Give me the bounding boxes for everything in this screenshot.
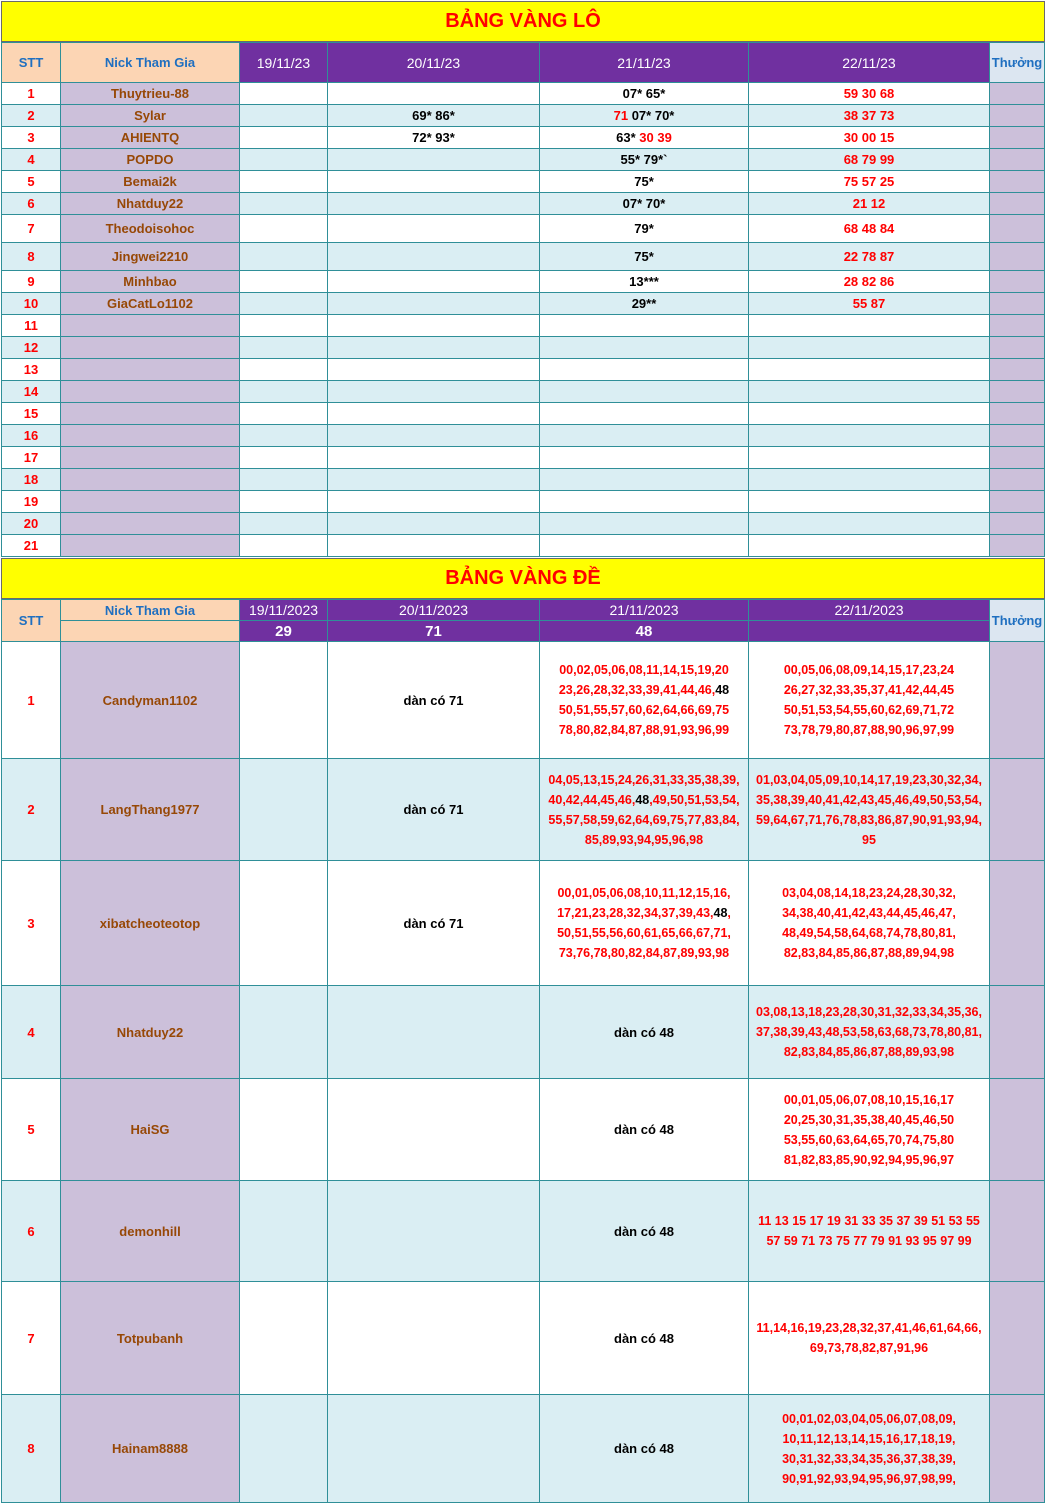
lo-row-thuong	[990, 403, 1045, 425]
lo-pick: 29**	[631, 296, 657, 311]
lo-hit-number: 71	[613, 108, 632, 123]
number-line: 01,03,04,05,09,10,14,17,19,23,30,32,34,	[756, 772, 982, 787]
lo-row-d4	[749, 425, 990, 447]
lo-row-thuong	[990, 271, 1045, 293]
lo-row-d2	[328, 381, 540, 403]
lo-row-d2	[328, 293, 540, 315]
lo-row-d1	[240, 359, 328, 381]
lo-row-d4	[749, 359, 990, 381]
lo-row-d1	[240, 83, 328, 105]
lo-row-nick: POPDO	[61, 149, 240, 171]
lo-row-d2	[328, 425, 540, 447]
lo-row-d3	[540, 425, 749, 447]
lo-pick: 75*	[634, 174, 654, 189]
lo-row-d1	[240, 425, 328, 447]
lo-row-d1	[240, 171, 328, 193]
number-line: 78,80,82,84,87,88,91,93,96,99	[558, 723, 730, 737]
de-row-stt: 5	[2, 1079, 61, 1181]
lo-row-d3	[540, 469, 749, 491]
lo-row-d2	[328, 215, 540, 243]
de-header-nick: Nick Tham Gia	[61, 600, 240, 621]
lo-row-d2	[328, 491, 540, 513]
lo-row-stt: 1	[2, 83, 61, 105]
de-row-thuong	[990, 986, 1045, 1079]
de-header-date: 19/11/2023	[240, 600, 328, 621]
lo-row-d4: 30 00 15	[749, 127, 990, 149]
number-line: 69,73,78,82,87,91,96	[809, 1341, 929, 1355]
de-result-number: 48	[540, 621, 749, 642]
lo-row-d4	[749, 315, 990, 337]
number-line: 95	[862, 832, 876, 847]
de-row-nick: Totpubanh	[61, 1282, 240, 1395]
de-header-stt: STT	[2, 600, 61, 642]
lo-row-thuong	[990, 293, 1045, 315]
lo-table	[1, 42, 1045, 557]
de-row-stt: 3	[2, 861, 61, 986]
number-line: 50,51,55,57,60,62,64,66,69,75	[558, 703, 730, 717]
lo-row-d3	[540, 215, 749, 243]
de-row-d3	[540, 759, 749, 861]
lo-row-d3	[540, 193, 749, 215]
lo-row-nick	[61, 425, 240, 447]
number-line: 03,04,08,14,18,23,24,28,30,32,	[782, 886, 956, 900]
de-result-number: 71	[328, 621, 540, 642]
lo-row-d2	[328, 403, 540, 425]
lo-row-nick	[61, 469, 240, 491]
lo-row-d4: 59 30 68	[749, 83, 990, 105]
lo-row-d2	[328, 469, 540, 491]
lo-row-d2	[328, 193, 540, 215]
number-line: 90,91,92,93,94,95,96,97,98,99,	[782, 1471, 956, 1486]
lo-row-d1	[240, 149, 328, 171]
number-line: 57 59 71 73 75 77 79 91 93 95 97 99	[766, 1234, 972, 1248]
lo-row-thuong	[990, 105, 1045, 127]
de-row-stt: 4	[2, 986, 61, 1079]
number-line: 00,05,06,08,09,14,15,17,23,24	[783, 663, 955, 677]
lo-row-d3	[540, 491, 749, 513]
lo-header-date: 19/11/23	[240, 43, 328, 83]
de-row-stt: 8	[2, 1395, 61, 1503]
lo-row-d2	[328, 447, 540, 469]
de-header-date: 21/11/2023	[540, 600, 749, 621]
de-row-thuong	[990, 1395, 1045, 1503]
lo-row-thuong	[990, 149, 1045, 171]
lo-row-d3	[540, 337, 749, 359]
lo-row-d3	[540, 271, 749, 293]
lo-row-thuong	[990, 535, 1045, 557]
de-row-d3: dàn có 48	[540, 986, 749, 1079]
lo-row-d3	[540, 127, 749, 149]
lo-row-d4	[749, 491, 990, 513]
lo-row-d3	[540, 381, 749, 403]
de-row-thuong	[990, 1282, 1045, 1395]
lo-header-date: 22/11/23	[749, 43, 990, 83]
lo-row-d1	[240, 315, 328, 337]
lo-row-stt: 13	[2, 359, 61, 381]
lo-row-nick	[61, 447, 240, 469]
lo-row-d3	[540, 403, 749, 425]
lo-row-d1	[240, 403, 328, 425]
lo-row-thuong	[990, 83, 1045, 105]
number-line: 55,57,58,59,62,64,69,75,77,83,84,	[548, 812, 740, 827]
lo-row-d3	[540, 149, 749, 171]
lo-header-thuong: Thưởng	[990, 43, 1045, 83]
de-row-d4	[749, 1181, 990, 1282]
lo-row-d4: 21 12	[749, 193, 990, 215]
lo-row-nick: Nhatduy22	[61, 193, 240, 215]
de-row-d4	[749, 861, 990, 986]
lo-row-d2	[328, 513, 540, 535]
de-row-stt: 2	[2, 759, 61, 861]
lo-pick: 13***	[629, 274, 659, 289]
lo-row-d3	[540, 171, 749, 193]
number-line: 03,08,13,18,23,28,30,31,32,33,34,35,36,	[756, 1005, 982, 1019]
lo-row-d3	[540, 535, 749, 557]
number-line: 53,55,60,63,64,65,70,74,75,80	[783, 1132, 955, 1147]
lo-row-d3	[540, 83, 749, 105]
de-row-stt: 1	[2, 642, 61, 759]
de-header-date: 20/11/2023	[328, 600, 540, 621]
lo-row-d2	[328, 359, 540, 381]
lo-row-stt: 18	[2, 469, 61, 491]
lo-row-d3	[540, 359, 749, 381]
de-row-thuong	[990, 759, 1045, 861]
lo-row-d4: 28 82 86	[749, 271, 990, 293]
lo-row-nick: Sylar	[61, 105, 240, 127]
lo-row-stt: 15	[2, 403, 61, 425]
de-row-stt: 7	[2, 1282, 61, 1395]
lo-header-nick: Nick Tham Gia	[61, 43, 240, 83]
number-line: 50,51,53,54,55,60,62,69,71,72	[783, 703, 955, 717]
number-line: 34,38,40,41,42,43,44,45,46,47,	[782, 906, 956, 920]
lo-pick: 63*	[616, 130, 636, 145]
lo-row-nick	[61, 315, 240, 337]
lo-row-d2	[328, 171, 540, 193]
de-row-d2: dàn có 71	[328, 861, 540, 986]
lo-title-banner	[1, 1, 1045, 42]
lo-row-thuong	[990, 381, 1045, 403]
de-row-d3: dàn có 48	[540, 1079, 749, 1181]
de-row-d2: dàn có 71	[328, 642, 540, 759]
lo-row-stt: 20	[2, 513, 61, 535]
lo-row-stt: 9	[2, 271, 61, 293]
de-row-thuong	[990, 1181, 1045, 1282]
lo-row-thuong	[990, 171, 1045, 193]
lo-row-d4	[749, 469, 990, 491]
lo-row-nick: Jingwei2210	[61, 243, 240, 271]
lo-row-nick	[61, 337, 240, 359]
lo-row-thuong	[990, 193, 1045, 215]
de-row-d2: dàn có 71	[328, 759, 540, 861]
lo-row-nick: Bemai2k	[61, 171, 240, 193]
lo-row-stt: 3	[2, 127, 61, 149]
lo-row-d1	[240, 293, 328, 315]
lo-row-stt: 6	[2, 193, 61, 215]
lo-row-d4: 68 48 84	[749, 215, 990, 243]
de-row-nick: Candyman1102	[61, 642, 240, 759]
lo-row-nick: GiaCatLo1102	[61, 293, 240, 315]
lo-row-d3	[540, 243, 749, 271]
lo-row-d3	[540, 293, 749, 315]
de-row-d2	[328, 1181, 540, 1282]
de-row-d4	[749, 1395, 990, 1503]
lo-row-nick	[61, 491, 240, 513]
de-row-thuong	[990, 1079, 1045, 1181]
lo-title: BẢNG VÀNG LÔ	[445, 10, 601, 32]
number-line: 17,21,23,28,32,34,37,39,43,48,	[557, 906, 731, 920]
de-row-d2	[328, 1079, 540, 1181]
de-header-date: 22/11/2023	[749, 600, 990, 621]
de-row-thuong	[990, 861, 1045, 986]
number-line: 40,42,44,45,46,48,49,50,51,53,54,	[548, 792, 740, 807]
number-line: 26,27,32,33,35,37,41,42,44,45	[783, 683, 955, 697]
de-row-d2	[328, 986, 540, 1079]
lo-row-stt: 5	[2, 171, 61, 193]
lo-row-d2: 72* 93*	[328, 127, 540, 149]
de-row-d4	[749, 986, 990, 1079]
de-result-number	[749, 621, 990, 642]
de-row-d1	[240, 1282, 328, 1395]
de-row-nick: demonhill	[61, 1181, 240, 1282]
number-line: 37,38,39,43,48,53,58,63,68,73,78,80,81,	[756, 1025, 982, 1039]
de-row-d1	[240, 759, 328, 861]
lo-row-thuong	[990, 469, 1045, 491]
number-line: 73,76,78,80,82,84,87,89,93,98	[558, 946, 730, 960]
lo-hit-number: 30 39	[635, 130, 672, 145]
lo-row-thuong	[990, 127, 1045, 149]
number-line: 20,25,30,31,35,38,40,45,46,50	[783, 1112, 955, 1127]
lo-row-thuong	[990, 491, 1045, 513]
lo-row-nick	[61, 535, 240, 557]
de-row-nick: xibatcheoteotop	[61, 861, 240, 986]
lo-row-d1	[240, 337, 328, 359]
number-line: 82,83,84,85,86,87,88,89,93,98	[783, 1045, 955, 1059]
de-row-d1	[240, 1395, 328, 1503]
lo-row-nick	[61, 359, 240, 381]
lo-row-d4: 38 37 73	[749, 105, 990, 127]
lo-row-thuong	[990, 425, 1045, 447]
de-row-nick: Nhatduy22	[61, 986, 240, 1079]
lo-row-d1	[240, 215, 328, 243]
lo-row-stt: 17	[2, 447, 61, 469]
lo-row-nick: Thuytrieu-88	[61, 83, 240, 105]
number-line: 30,31,32,33,34,35,36,37,38,39,	[782, 1451, 956, 1466]
lo-row-d2	[328, 315, 540, 337]
lo-pick: 07* 65*	[622, 86, 666, 101]
lo-row-d4: 75 57 25	[749, 171, 990, 193]
lo-row-thuong	[990, 315, 1045, 337]
number-line: 82,83,84,85,86,87,88,89,94,98	[783, 946, 955, 960]
lo-row-d4	[749, 403, 990, 425]
lo-row-d3	[540, 315, 749, 337]
de-row-nick: HaiSG	[61, 1079, 240, 1181]
lo-row-d4: 55 87	[749, 293, 990, 315]
lo-pick: 07* 70*	[631, 108, 675, 123]
lo-row-thuong	[990, 359, 1045, 381]
lo-header-date: 21/11/23	[540, 43, 749, 83]
number-line: 04,05,13,15,24,26,31,33,35,38,39,	[548, 772, 740, 787]
lo-pick: 55* 79*`	[620, 152, 668, 167]
lo-row-stt: 10	[2, 293, 61, 315]
lo-row-d1	[240, 447, 328, 469]
lo-row-thuong	[990, 215, 1045, 243]
lo-row-d2	[328, 149, 540, 171]
lo-pick: 07* 70*	[622, 196, 666, 211]
lo-row-d2: 69* 86*	[328, 105, 540, 127]
lo-row-stt: 21	[2, 535, 61, 557]
de-row-d3: dàn có 48	[540, 1282, 749, 1395]
lo-row-d1	[240, 513, 328, 535]
de-title-banner	[1, 558, 1045, 599]
lo-row-d1	[240, 381, 328, 403]
number-line: 35,38,39,40,41,42,43,45,46,49,50,53,54,	[756, 792, 982, 807]
de-row-thuong	[990, 642, 1045, 759]
lo-row-d4	[749, 535, 990, 557]
lo-row-d2	[328, 83, 540, 105]
lo-row-d4: 22 78 87	[749, 243, 990, 271]
lo-pick: 75*	[634, 249, 654, 264]
lo-row-stt: 11	[2, 315, 61, 337]
de-row-d4	[749, 759, 990, 861]
de-row-d1	[240, 1181, 328, 1282]
number-line: 00,01,05,06,08,10,11,12,15,16,	[557, 886, 731, 900]
de-row-d1	[240, 986, 328, 1079]
lo-row-nick: AHIENTQ	[61, 127, 240, 149]
de-row-d3	[540, 642, 749, 759]
number-line: 00,01,02,03,04,05,06,07,08,09,	[782, 1411, 956, 1426]
number-line: 00,02,05,06,08,11,14,15,19,20	[559, 663, 729, 677]
lo-row-stt: 2	[2, 105, 61, 127]
de-row-d4	[749, 1079, 990, 1181]
number-line: 48,49,54,58,64,68,74,78,80,81,	[782, 926, 956, 940]
lo-row-thuong	[990, 243, 1045, 271]
lo-row-stt: 8	[2, 243, 61, 271]
lo-pick: 79*	[634, 221, 654, 236]
lo-row-nick	[61, 381, 240, 403]
lo-row-d2	[328, 271, 540, 293]
number-line: 10,11,12,13,14,15,16,17,18,19,	[782, 1431, 956, 1446]
de-row-d2	[328, 1282, 540, 1395]
lo-row-d1	[240, 535, 328, 557]
lo-row-thuong	[990, 337, 1045, 359]
lo-row-d3	[540, 513, 749, 535]
de-row-d2	[328, 1395, 540, 1503]
de-row-d1	[240, 861, 328, 986]
lo-row-nick: Minhbao	[61, 271, 240, 293]
number-line: 11,14,16,19,23,28,32,37,41,46,61,64,66,	[756, 1321, 982, 1335]
de-header-nick-blank	[61, 621, 240, 642]
lo-row-d1	[240, 105, 328, 127]
lo-header-date: 20/11/23	[328, 43, 540, 83]
lo-row-d3	[540, 105, 749, 127]
lo-row-d4	[749, 447, 990, 469]
lo-row-d1	[240, 193, 328, 215]
lo-row-d4	[749, 513, 990, 535]
lo-row-nick	[61, 403, 240, 425]
lo-row-d1	[240, 271, 328, 293]
lo-row-stt: 4	[2, 149, 61, 171]
lo-row-stt: 12	[2, 337, 61, 359]
lo-row-nick	[61, 513, 240, 535]
number-line: 00,01,05,06,07,08,10,15,16,17	[783, 1092, 955, 1107]
number-line: 23,26,28,32,33,39,41,44,46,48	[558, 683, 730, 697]
lo-row-d1	[240, 127, 328, 149]
number-line: 59,64,67,71,76,78,83,86,87,90,91,93,94,	[756, 812, 982, 827]
lo-row-d2	[328, 337, 540, 359]
number-line: 81,82,83,85,90,92,94,95,96,97	[783, 1152, 955, 1167]
lo-row-stt: 19	[2, 491, 61, 513]
number-line: 50,51,55,56,60,61,65,66,67,71,	[557, 926, 731, 940]
de-result-number: 29	[240, 621, 328, 642]
lo-row-thuong	[990, 513, 1045, 535]
lo-row-d3	[540, 447, 749, 469]
lo-header-stt: STT	[2, 43, 61, 83]
lo-row-stt: 7	[2, 215, 61, 243]
de-row-d1	[240, 1079, 328, 1181]
de-row-stt: 6	[2, 1181, 61, 1282]
de-row-d4	[749, 1282, 990, 1395]
de-row-nick: Hainam8888	[61, 1395, 240, 1503]
number-line: 73,78,79,80,87,88,90,96,97,99	[783, 723, 955, 737]
lo-row-d2	[328, 535, 540, 557]
number-line: 11 13 15 17 19 31 33 35 37 39 51 53 55	[758, 1214, 980, 1228]
lo-row-d1	[240, 243, 328, 271]
lo-row-stt: 16	[2, 425, 61, 447]
de-title: BẢNG VÀNG ĐỀ	[445, 567, 601, 589]
lo-row-nick: Theodoisohoc	[61, 215, 240, 243]
lo-row-d4	[749, 381, 990, 403]
lo-row-d1	[240, 469, 328, 491]
de-row-d1	[240, 642, 328, 759]
lo-row-d1	[240, 491, 328, 513]
lo-row-stt: 14	[2, 381, 61, 403]
lo-row-d4: 68 79 99	[749, 149, 990, 171]
lo-row-d4	[749, 337, 990, 359]
de-row-nick: LangThang1977	[61, 759, 240, 861]
de-row-d3: dàn có 48	[540, 1181, 749, 1282]
de-row-d3: dàn có 48	[540, 1395, 749, 1503]
de-table	[1, 599, 1045, 1503]
de-row-d4	[749, 642, 990, 759]
lo-row-d2	[328, 243, 540, 271]
de-header-thuong: Thưởng	[990, 600, 1045, 642]
lo-row-thuong	[990, 447, 1045, 469]
de-row-d3	[540, 861, 749, 986]
number-line: 85,89,93,94,95,96,98	[584, 832, 704, 847]
